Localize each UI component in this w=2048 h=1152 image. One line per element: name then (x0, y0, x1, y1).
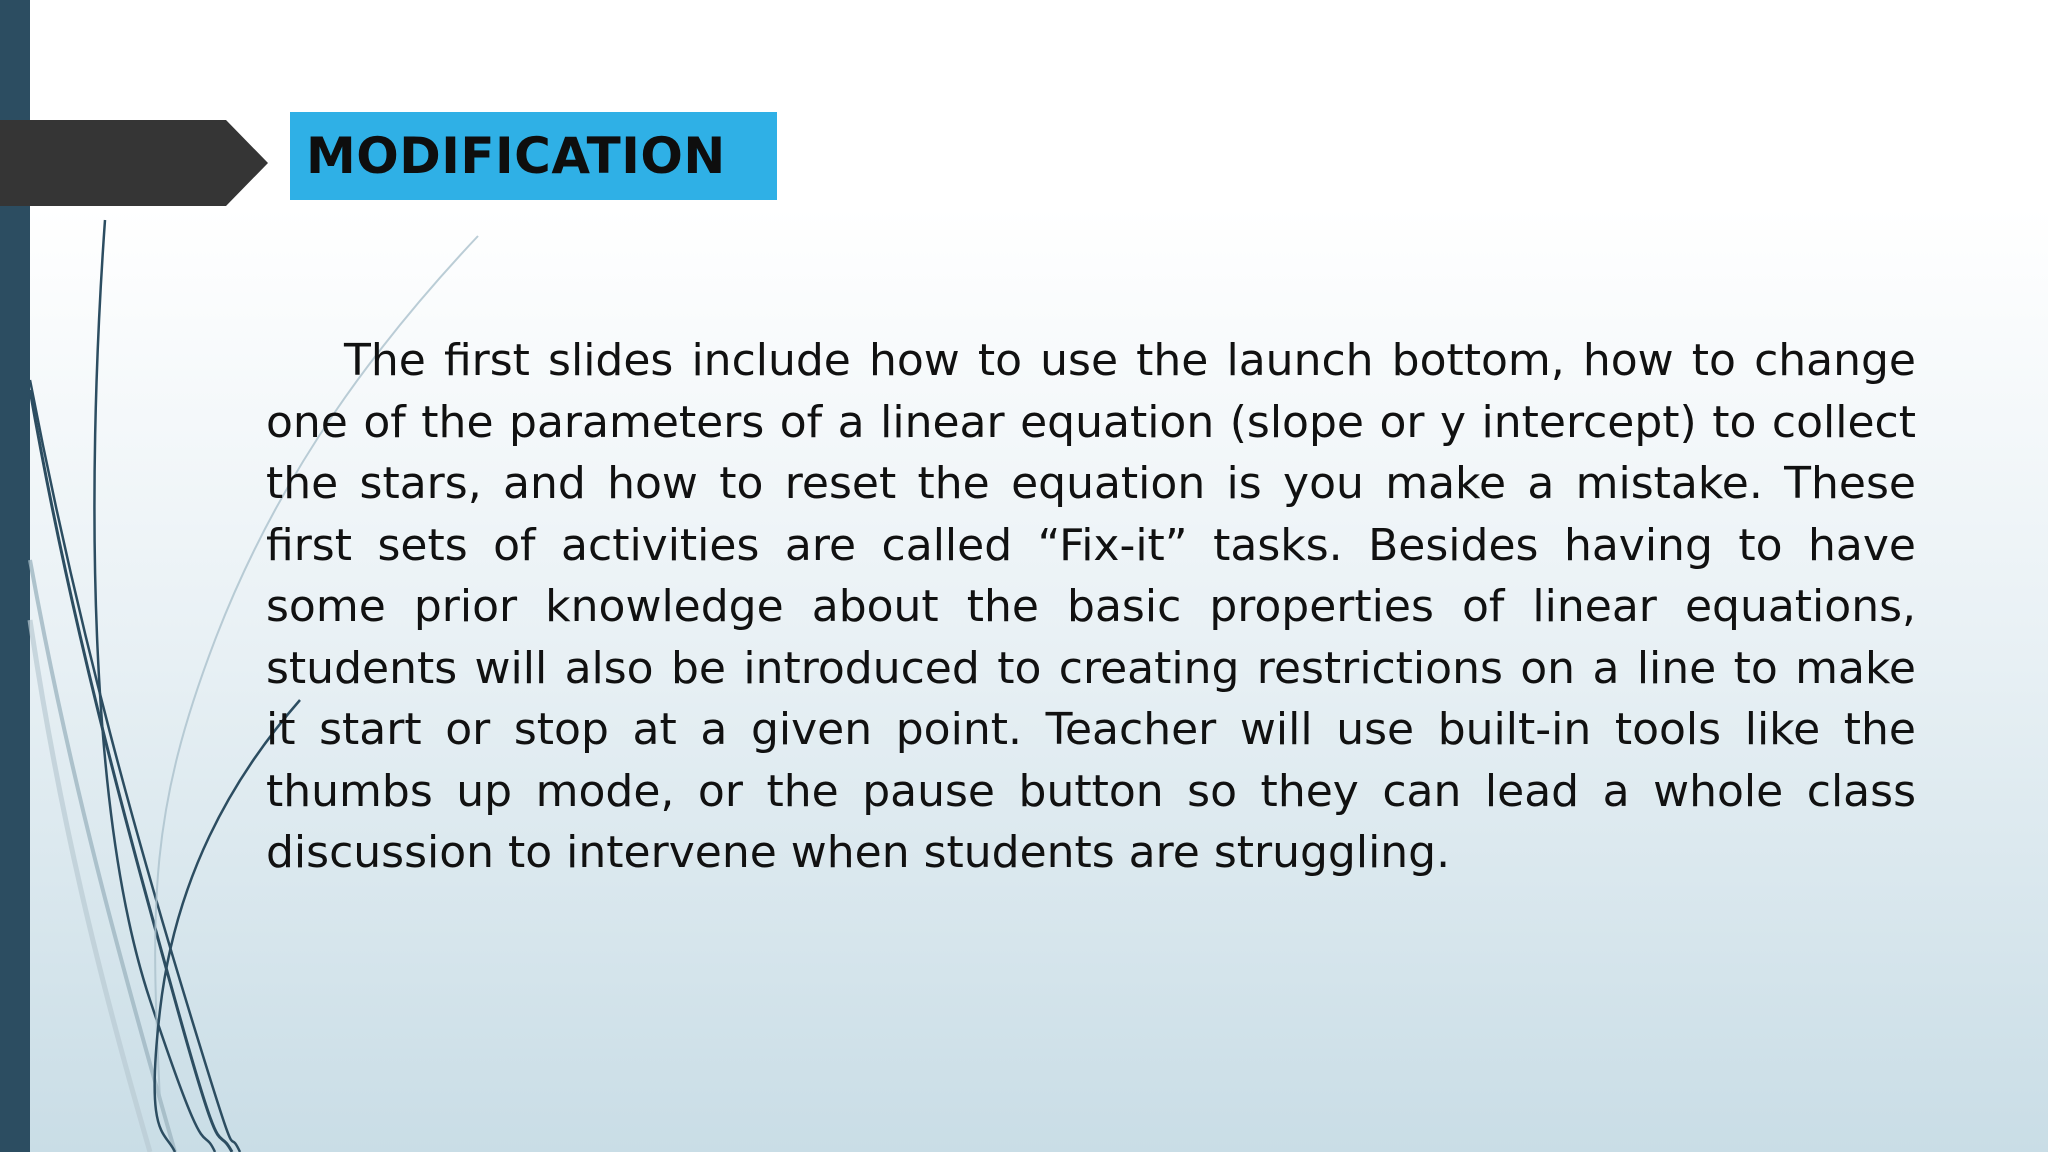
title-banner (290, 112, 777, 200)
title-arrow-tab (0, 120, 268, 206)
slide-title: MODIFICATION (306, 127, 726, 185)
slide-body-paragraph: The first slides include how to use the launch bottom, how to change one of the parameters of a linear equation (slope or y intercept) to collect the stars, and how to reset the equation is you make a mistake. These first sets of activities are called “Fix-it” tasks. Besides having to have some prior knowledge about the basic properties of linear equations, students will also be introduced to creating restrictions on a line to make it start or stop at a given point. Teacher will use built-in tools like the thumbs up mode, or the pause button so they can lead a whole class discussion to intervene when students are struggling. (266, 335, 1916, 878)
